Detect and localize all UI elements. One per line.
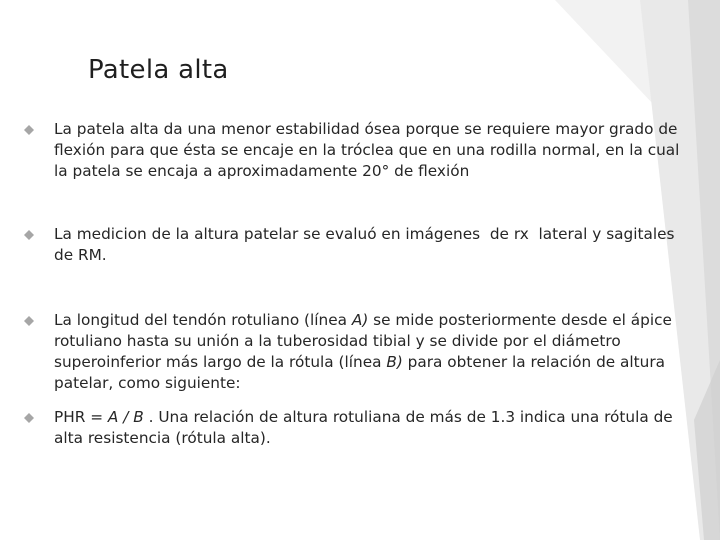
bullet-text-part: La longitud del tendón rotuliano (línea	[54, 311, 352, 329]
bullet-text-part: se mide posteriormente desde el ápice rotuliano hasta su unión a la tuberosidad tibial y se divide por el diámetro superoinferior más largo de la rótula (línea	[54, 311, 672, 371]
bullet-text-italic: A)	[351, 311, 369, 329]
diamond-bullet-icon	[24, 125, 34, 135]
bullet-text-part: PHR =	[54, 408, 108, 426]
bullet-text-part: . Una relación de altura rotuliana de más de 1.3 indica una rótula de alta resistencia (rótula alta).	[54, 408, 673, 447]
bullet-item	[22, 407, 694, 449]
diamond-bullet-icon	[24, 230, 34, 240]
bullet-item	[22, 224, 694, 266]
bullet-text-italic: B)	[386, 353, 403, 371]
bullet-text-italic: A / B	[107, 408, 144, 426]
bullet-text: La medicion de la altura patelar se evaluó en imágenes de rx lateral y sagitales de RM.	[54, 225, 680, 264]
bullet-text-part: para obtener la relación de altura patelar, como siguiente:	[54, 353, 666, 392]
bullet-item	[22, 119, 694, 182]
diamond-bullet-icon	[24, 413, 34, 423]
diamond-bullet-icon	[24, 316, 34, 326]
slide-title: Patela alta	[88, 55, 229, 85]
bullet-text: La patela alta da una menor estabilidad ósea porque se requiere mayor grado de flexión para que ésta se encaje en la tróclea que en una rodilla normal, en la cual la patela se encaja a aproximadamente 20° de flexión	[54, 120, 680, 180]
bullet-list	[22, 119, 694, 449]
bullet-item	[22, 310, 694, 394]
